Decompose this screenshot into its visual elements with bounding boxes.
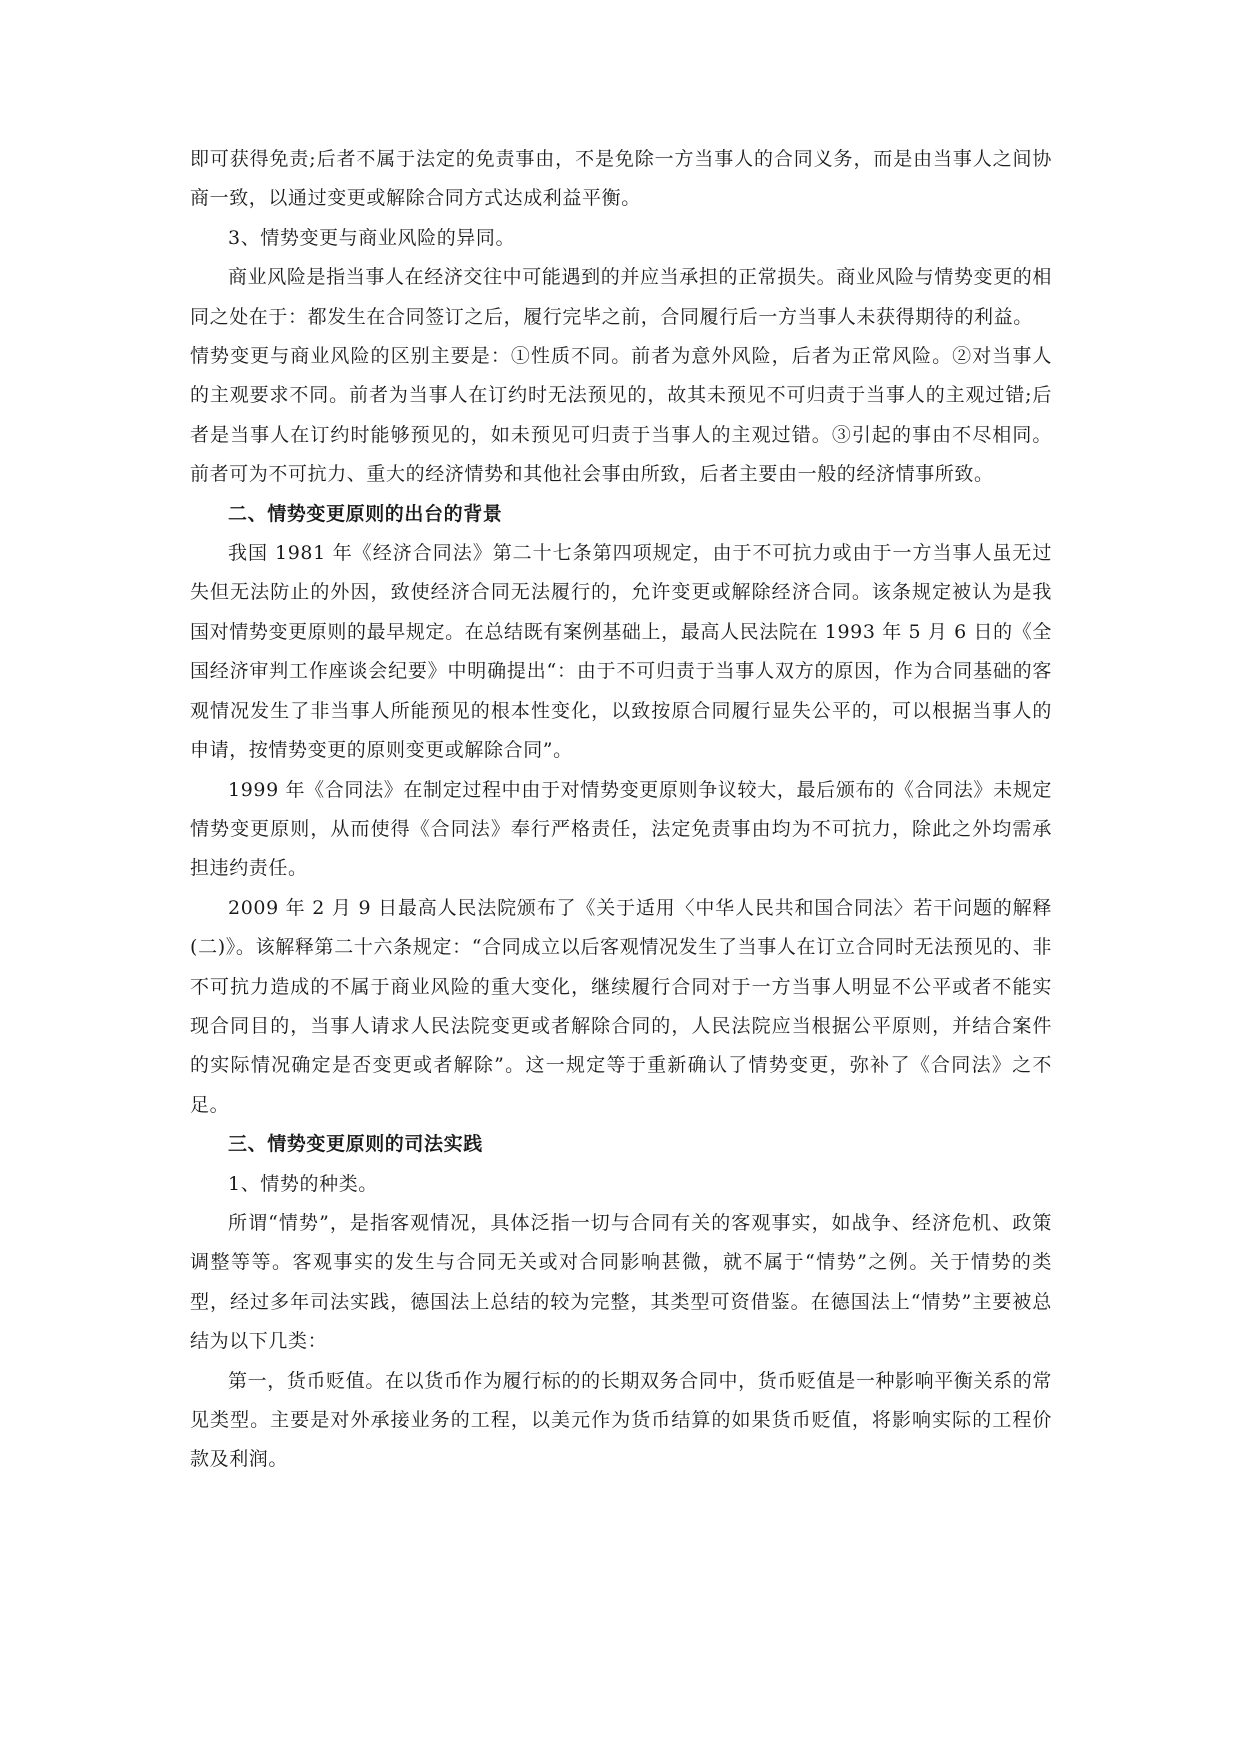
paragraph-9: 所谓“情势”，是指客观情况，具体泛指一切与合同有关的客观事实，如战争、经济危机、政策调整等等。客观事实的发生与合同无关或对合同影响甚微，就不属于“情势”之例。关于情势的类型，经过多年司法实践，德国法上总结的较为完整，其类型可资借鉴。在德国法上“情势”主要被总结为以下几类： xyxy=(190,1211,1052,1353)
paragraph-8: 1、情势的种类。 xyxy=(228,1172,378,1195)
section-heading-2: 二、情势变更原则的出台的背景 xyxy=(228,502,503,525)
paragraph-1: 即可获得免责;后者不属于法定的免责事由，不是免除一方当事人的合同义务，而是由当事人之间协商一致，以通过变更或解除合同方式达成利益平衡。 xyxy=(190,148,1052,210)
paragraph-7: 2009 年 2 月 9 日最高人民法院颁布了《关于适用〈中华人民共和国合同法〉若干问题的解释(二)》。该解释第二十六条规定：“合同成立以后客观情况发生了当事人在订立合同时无法预见的、非不可抗力造成的不属于商业风险的重大变化，继续履行合同对于一方当事人明显不公平或者不能实现合同目的，当事人请求人民法院变更或者解除合同的，人民法院应当根据公平原则，并结合案件的实际情况确定是否变更或者解除”。这一规定等于重新确认了情势变更，弥补了《合同法》之不足。 xyxy=(190,896,1052,1116)
paragraph-10: 第一，货币贬值。在以货币作为履行标的的长期双务合同中，货币贬值是一种影响平衡关系的常见类型。主要是对外承接业务的工程，以美元作为货币结算的如果货币贬值，将影响实际的工程价款及利润。 xyxy=(190,1369,1052,1471)
paragraph-5: 我国 1981 年《经济合同法》第二十七条第四项规定，由于不可抗力或由于一方当事人虽无过失但无法防止的外因，致使经济合同无法履行的，允许变更或解除经济合同。该条规定被认为是我国对情势变更原则的最早规定。在总结既有案例基础上，最高人民法院在 1993 年 5 月 6 日的《全国经济审判工作座谈会纪要》中明确提出“：由于不可归责于当事人双方的原因，作为合同基础的客观情况发生了非当事人所能预见的根本性变化，以致按原合同履行显失公平的，可以根据当事人的申请，按情势变更的原则变更或解除合同”。 xyxy=(190,542,1052,762)
paragraph-4: 情势变更与商业风险的区别主要是：①性质不同。前者为意外风险，后者为正常风险。②对当事人的主观要求不同。前者为当事人在订约时无法预见的，故其未预见不可归责于当事人的主观过错;后者是当事人在订约时能够预见的，如未预见可归责于当事人的主观过错。③引起的事由不尽相同。前者可为不可抗力、重大的经济情势和其他社会事由所致，后者主要由一般的经济情事所致。 xyxy=(190,345,1052,486)
paragraph-2: 3、情势变更与商业风险的异同。 xyxy=(228,226,516,249)
document-page xyxy=(190,140,1052,1480)
paragraph-6: 1999 年《合同法》在制定过程中由于对情势变更原则争议较大，最后颁布的《合同法》未规定情势变更原则，从而使得《合同法》奉行严格责任，法定免责事由均为不可抗力，除此之外均需承担违约责任。 xyxy=(190,778,1052,880)
paragraph-3: 商业风险是指当事人在经济交往中可能遇到的并应当承担的正常损失。商业风险与情势变更的相同之处在于：都发生在合同签订之后，履行完毕之前，合同履行后一方当事人未获得期待的利益。 xyxy=(190,266,1052,328)
section-heading-3: 三、情势变更原则的司法实践 xyxy=(228,1133,483,1156)
